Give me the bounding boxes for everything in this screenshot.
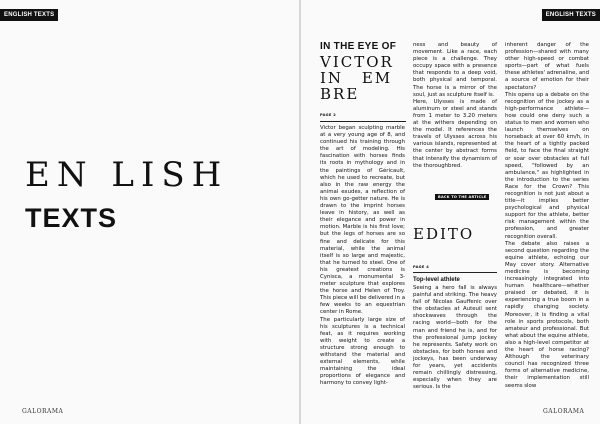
section-header-tab: ENGLISH TEXTS (542, 9, 600, 21)
article-column (413, 42, 497, 170)
back-to-article-link[interactable]: BACK TO THE ARTICLE (435, 194, 489, 200)
subheading: Top-level athlete (413, 277, 460, 283)
divider (413, 272, 497, 273)
paragraph: ness and beauty of movement. Like a race, each piece is a challenge. They occupy space with a presence that responds to a deep void, both physical and temporal. The horse is a mirror of the soul, just as sculpture itself is. (413, 42, 497, 98)
page-reference: PAGE 4 (413, 265, 430, 269)
article-title: IN THE EYE OF (320, 41, 397, 52)
section-header-tab: ENGLISH TEXTS (0, 9, 58, 21)
divider (320, 121, 406, 122)
edito-title: EDITO (413, 225, 475, 243)
article-title-name: VICTOR (320, 53, 394, 71)
magazine-logo: GALORAMA (22, 408, 64, 415)
paragraph: inherent danger of the profession—shared with many other high-speed or combat sports—part of what fuels these athletes' adrenaline, and a source of emotion for their spectators? (505, 42, 589, 91)
article-column (413, 276, 497, 391)
paragraph: This opens up a debate on the recognition of the jockey as a high-performance athlete—how could one deny such a status to men and women who launch themselves on horseback at over 60 km/h, in the heart of a tightly packed field, to face the final straight or soar over obstacles at full speed, "followed by an ambulance," as highlighted in the introduction to the series Race for the Crown? This recognition is not just about a title—it implies better psychological and physical support for the athlete, better risk management within the profession, and greater recognition overall. (505, 91, 589, 240)
paragraph: Seeing a hero fall is always painful and striking. The heavy fall of Nicolas Gauffenic over the obstacles at Auteuil sent shockwaves through the racing world—both for the man and friend he is, and for the professional jump jockey he represents. Safety work on obstacles, for both horses and jockeys, has been underway for years, yet accidents remain chillingly distressing, especially when they are serious. Is the (413, 285, 497, 391)
article-column (505, 42, 589, 390)
article-title-name: BRE (320, 85, 360, 103)
left-page (0, 0, 299, 424)
article-title-name: IN EM (320, 69, 393, 87)
right-page (301, 0, 600, 424)
paragraph: Victor began sculpting marble at a very young age of 8, and continued his training through the art of modeling. His fascination with horses finds its roots in mythology and in the paintings of Géricault, which he used to recreate, but also in the raw energy the animal exudes, a reflection of his own go-getter nature. He is drawn to the imprint horses leave in history, as well as their elegance and power in motion. Marble is his first love; but the legs of horses are so fine and delicate for this material, while the animal itself is so large and majestic, that he turned to steel. One of his greatest creations is Cynisca, a monumental 3-meter sculpture that explores the horse and Helen of Troy. This piece will be delivered in a few weeks to an equestrian center in Rome. (320, 125, 405, 316)
paragraph: The particularly large size of his sculptures is a technical feat, as it requires working with weight to create a structure strong enough to withstand the material and external elements, while maintaining the ideal proportions of elegance and harmony to convey light- (320, 316, 405, 387)
cover-title-line2: TEXTS (25, 203, 118, 233)
article-column (320, 125, 405, 387)
paragraph: Here, Ulysses is made of aluminum or steel and stands from 1 meter to 3.20 meters at the withers depending on the model. It references the travels of Ulysses across his various islands, represented at the center by abstract forms that intensify the dynamism of the thoroughbred. (413, 98, 497, 169)
page-reference: PAGE 2 (320, 113, 337, 117)
cover-title-line1: EN LISH (25, 155, 229, 195)
paragraph: The debate also raises a second question regarding the equine athlete, echoing our May cover story. Alternative medicine is becoming increasingly integrated into human healthcare—whether praised or debated, it is experiencing a true boom in a rapidly changing society. Moreover, it is finding a vital role in sports protocols, both amateur and professional. But what about the equine athlete, also a high-level competitor at the heart of horse racing? Although the veterinary council has recognized three forms of alternative medicine, their implementation still seems slow (505, 240, 589, 389)
magazine-logo: GALORAMA (543, 408, 585, 415)
